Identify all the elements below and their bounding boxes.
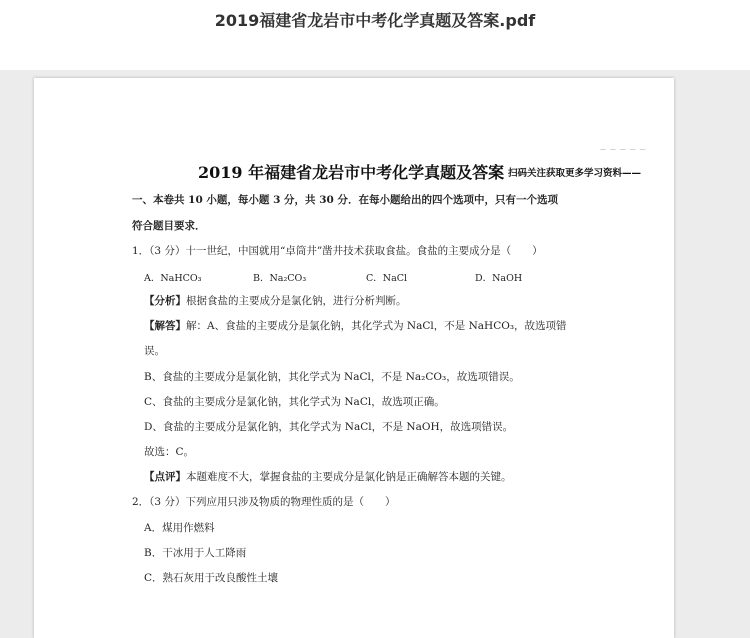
section-heading-line2: 符合题目要求． [132,220,206,232]
viewer-title-bar [0,0,750,70]
header-mark: — — — — — [600,146,647,153]
pdf-page [34,78,674,638]
analysis-text: 根据食盐的主要成分是氯化钠，进行分析判断。 [186,295,407,307]
q1-answer [144,319,567,333]
file-title: 2019福建省龙岩市中考化学真题及答案.pdf [214,11,536,30]
answer-tag: 【解答】 [144,320,186,332]
q1-analysis [144,294,407,308]
q1-line-d: D、食盐的主要成分是氯化钠，其化学式为 NaCl，不是 NaOH，故选项错误。 [144,421,514,433]
q1-line-c: C、食盐的主要成分是氯化钠，其化学式为 NaCl，故选项正确。 [144,396,445,408]
q1-choice: 故选：C。 [144,446,195,458]
q2-option-b: B．干冰用于人工降雨 [144,547,247,559]
answer-text: 解：A、食盐的主要成分是氯化钠，其化学式为 NaCl，不是 NaHCO₃，故选项错 [186,320,567,332]
q2-option-a: A．煤用作燃料 [144,522,215,534]
document-viewer[interactable] [0,70,750,590]
comment-tag: 【点评】 [144,471,186,483]
document-title: 2019 年福建省龙岩市中考化学真题及答案 [198,163,505,182]
analysis-tag: 【分析】 [144,295,186,307]
question-2-stem: 2．（3 分）下列应用只涉及物质的物理性质的是（ ） [132,496,396,508]
q1-option-a: A．NaHCO₃ [144,273,202,284]
q1-option-b: B．Na₂CO₃ [253,273,307,284]
section-heading-line1: 一、本卷共 10 小题，每小题 3 分，共 30 分．在每小题给出的四个选项中，只有一个选项 [132,194,558,206]
q1-line-b: B、食盐的主要成分是氯化钠，其化学式为 NaCl，不是 Na₂CO₃，故选项错误。 [144,371,520,383]
q1-option-d: D．NaOH [475,273,523,284]
qr-promo-note: 扫码关注获取更多学习资料—— [508,168,642,179]
q1-comment [144,470,512,484]
comment-text: 本题难度不大，掌握食盐的主要成分是氯化钠是正确解答本题的关键。 [186,471,512,483]
q2-option-c: C．熟石灰用于改良酸性土壤 [144,572,279,584]
question-1-stem: 1．（3 分）十一世纪，中国就用“卓筒井”凿井技术获取食盐。食盐的主要成分是（ ） [132,245,543,257]
q1-option-c: C．NaCl [366,273,408,284]
q1-answer-continued: 误。 [144,345,165,357]
